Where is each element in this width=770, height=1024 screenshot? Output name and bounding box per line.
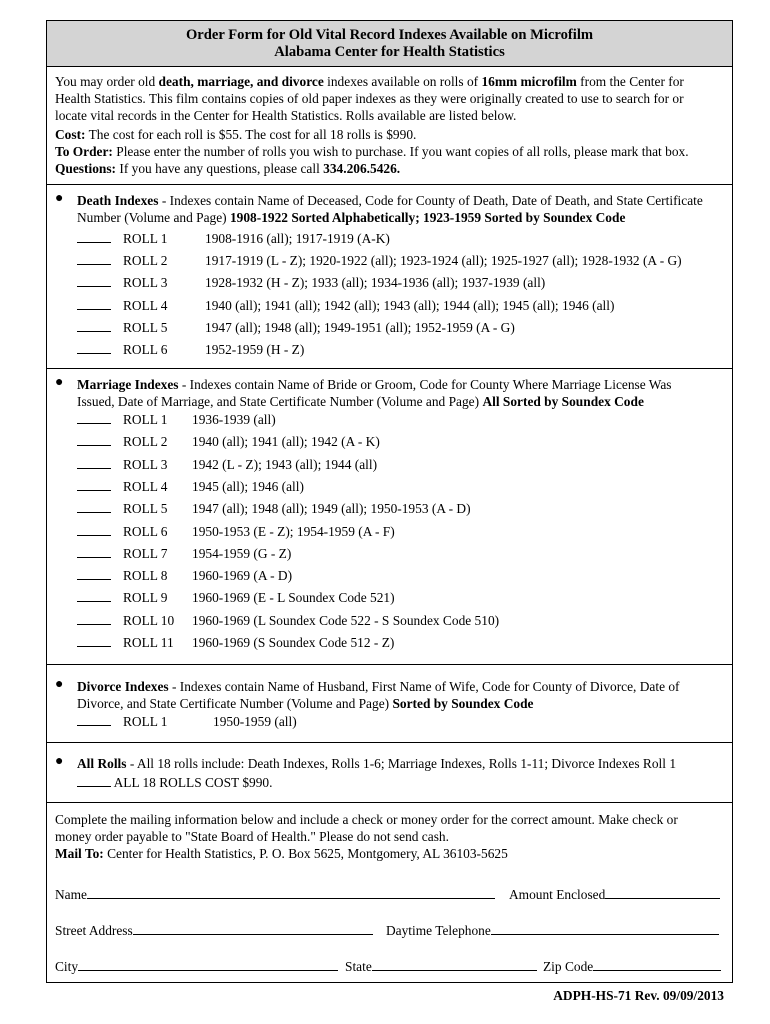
marriage-roll-row (77, 500, 471, 517)
marriage-section-divider (47, 368, 732, 369)
mail-line-2: money order payable to "State Board of Health." Please do not send cash. (55, 829, 449, 844)
roll-desc: 1947 (all); 1948 (all); 1949 (all); 1950-1953 (A - D) (192, 501, 471, 517)
city-field[interactable]: City (55, 958, 338, 975)
roll-desc: 1917-1919 (L - Z); 1920-1922 (all); 1923-1924 (all); 1925-1927 (all); 1928-1932 (A - G) (205, 253, 682, 269)
roll-desc: 1952-1959 (H - Z) (205, 342, 305, 357)
roll-label: ROLL 4 (123, 478, 168, 494)
form-title: Order Form for Old Vital Record Indexes Available on Microfilm (185, 27, 594, 43)
roll-label: ROLL 1 (123, 412, 168, 427)
state-line[interactable] (372, 958, 537, 971)
death-section-divider (47, 184, 732, 185)
roll-quantity-blank[interactable] (77, 545, 111, 558)
roll-desc: 1954-1959 (G - Z) (192, 545, 292, 561)
divorce-section-divider (47, 664, 732, 665)
mail-to-line: Mail To: Center for Health Statistics, P. O. Box 5625, Montgomery, AL 36103-5625 (55, 846, 508, 861)
roll-desc: 1940 (all); 1941 (all); 1942 (A - K) (192, 434, 380, 450)
roll-desc: 1940 (all); 1941 (all); 1942 (all); 1943 (all); 1944 (all); 1945 (all); 1946 (all) (205, 297, 615, 313)
roll-label: ROLL 2 (123, 253, 168, 269)
name-field[interactable]: Name (55, 886, 495, 903)
all-section-divider (47, 742, 732, 743)
death-roll-row (77, 297, 615, 314)
death-roll-row (77, 274, 546, 291)
zip-field[interactable]: Zip Code (543, 958, 721, 975)
all-rolls-desc: All Rolls - All 18 rolls include: Death Indexes, Rolls 1-6; Marriage Indexes, Rolls 1-11; Divorce Indexes Roll 1 (77, 756, 677, 771)
divorce-roll-row (77, 713, 297, 730)
marriage-roll-row (77, 567, 293, 584)
roll-desc: 1945 (all); 1946 (all) (192, 478, 304, 494)
amount-line[interactable] (605, 886, 720, 899)
roll-label: ROLL 5 (123, 501, 168, 517)
all-rolls-blank[interactable] (77, 774, 111, 787)
death-roll-row (77, 252, 682, 269)
roll-quantity-blank[interactable] (77, 500, 111, 513)
state-field[interactable]: State (345, 958, 537, 975)
roll-quantity-blank[interactable] (77, 456, 111, 469)
marriage-roll-row (77, 478, 304, 495)
roll-desc: 1960-1969 (A - D) (192, 568, 293, 584)
divorce-desc-2: Divorce, and State Certificate Number (Volume and Page) Sorted by Soundex Code (77, 696, 534, 711)
marriage-roll-row (77, 523, 395, 540)
roll-quantity-blank[interactable] (77, 230, 111, 243)
roll-label: ROLL 5 (123, 319, 168, 335)
marriage-roll-row (77, 433, 380, 450)
intro-line-3: locate vital records in the Center for Health Statistics. Rolls available are listed below. (55, 108, 517, 123)
street-field[interactable]: Street Address (55, 922, 373, 939)
roll-quantity-blank[interactable] (77, 567, 111, 580)
bullet-icon: ● (55, 375, 64, 390)
roll-label: ROLL 6 (123, 342, 168, 357)
roll-desc: 1960-1969 (L Soundex Code 522 - S Soundex Code 510) (192, 612, 500, 628)
order-line: To Order: Please enter the number of rolls you wish to purchase. If you want copies of all rolls, please mark that box. (55, 144, 689, 159)
roll-label: ROLL 10 (123, 612, 175, 628)
name-line[interactable] (87, 886, 495, 899)
form-id: ADPH-HS-71 Rev. 09/09/2013 (553, 988, 724, 1003)
mail-line-1: Complete the mailing information below and include a check or money order for the correct amount. Make check or (55, 812, 678, 827)
phone-field[interactable]: Daytime Telephone (386, 922, 719, 939)
death-roll-row (77, 341, 305, 358)
marriage-roll-row (77, 545, 292, 562)
roll-desc: 1936-1939 (all) (192, 412, 276, 427)
roll-label: ROLL 9 (123, 590, 168, 606)
roll-quantity-blank[interactable] (77, 713, 111, 726)
marriage-roll-row (77, 411, 276, 428)
death-roll-row (77, 230, 390, 247)
roll-desc: 1960-1969 (S Soundex Code 512 - Z) (192, 635, 395, 650)
roll-label: ROLL 1 (123, 714, 168, 729)
roll-quantity-blank[interactable] (77, 274, 111, 287)
roll-label: ROLL 3 (123, 275, 168, 291)
bullet-icon: ● (55, 677, 64, 692)
amount-field[interactable]: Amount Enclosed (509, 886, 720, 903)
roll-quantity-blank[interactable] (77, 319, 111, 332)
roll-label: ROLL 3 (123, 456, 168, 472)
mail-section-divider (47, 802, 732, 803)
roll-quantity-blank[interactable] (77, 523, 111, 536)
roll-quantity-blank[interactable] (77, 634, 111, 647)
roll-desc: 1960-1969 (E - L Soundex Code 521) (192, 590, 395, 606)
roll-label: ROLL 6 (123, 523, 168, 539)
marriage-roll-row (77, 634, 395, 651)
marriage-roll-row (77, 456, 378, 473)
roll-desc: 1928-1932 (H - Z); 1933 (all); 1934-1936 (all); 1937-1939 (all) (205, 275, 546, 291)
roll-desc: 1947 (all); 1948 (all); 1949-1951 (all); 1952-1959 (A - G) (205, 319, 515, 335)
roll-quantity-blank[interactable] (77, 433, 111, 446)
form-subtitle: Alabama Center for Health Statistics (274, 44, 505, 60)
all-rolls-cost: ALL 18 ROLLS COST $990. (113, 775, 273, 790)
all-rolls-row (77, 774, 272, 791)
roll-desc: 1942 (L - Z); 1943 (all); 1944 (all) (192, 456, 378, 472)
roll-desc: 1950-1953 (E - Z); 1954-1959 (A - F) (192, 523, 395, 539)
bullet-icon: ● (55, 754, 64, 769)
intro-line-2: Health Statistics. This film contains copies of old paper indexes as they were originally created to use to search for or (55, 91, 684, 106)
roll-desc: 1950-1959 (all) (213, 714, 297, 729)
order-form (46, 20, 733, 983)
roll-quantity-blank[interactable] (77, 478, 111, 491)
cost-line: Cost: The cost for each roll is $55. The cost for all 18 rolls is $990. (55, 127, 417, 142)
form-header (47, 21, 732, 67)
roll-label: ROLL 7 (123, 545, 168, 561)
zip-line[interactable] (593, 958, 721, 971)
roll-label: ROLL 11 (123, 635, 174, 650)
roll-label: ROLL 2 (123, 434, 168, 450)
city-line[interactable] (78, 958, 338, 971)
roll-quantity-blank[interactable] (77, 612, 111, 625)
death-desc-1: Death Indexes - Indexes contain Name of Deceased, Code for County of Death, Date of Death, and State Certificate (77, 193, 703, 208)
phone-line[interactable] (491, 922, 719, 935)
marriage-roll-row (77, 589, 395, 606)
roll-desc: 1908-1916 (all); 1917-1919 (A-K) (205, 231, 390, 246)
marriage-roll-row (77, 612, 500, 629)
street-line[interactable] (133, 922, 373, 935)
intro-line-1: You may order old death, marriage, and divorce indexes available on rolls of 16mm microfilm from the Center for (55, 74, 684, 89)
roll-label: ROLL 8 (123, 568, 168, 584)
roll-quantity-blank[interactable] (77, 341, 111, 354)
roll-quantity-blank[interactable] (77, 252, 111, 265)
bullet-icon: ● (55, 191, 64, 206)
roll-quantity-blank[interactable] (77, 411, 111, 424)
death-roll-row (77, 319, 515, 336)
roll-label: ROLL 1 (123, 231, 168, 246)
questions-line: Questions: If you have any questions, please call 334.206.5426. (55, 161, 401, 176)
roll-label: ROLL 4 (123, 297, 168, 313)
roll-quantity-blank[interactable] (77, 297, 111, 310)
marriage-desc-1: Marriage Indexes - Indexes contain Name of Bride or Groom, Code for County Where Marriage License Was (77, 377, 672, 392)
divorce-desc-1: Divorce Indexes - Indexes contain Name of Husband, First Name of Wife, Code for County of Divorce, Date of (77, 679, 680, 694)
marriage-desc-2: Issued, Date of Marriage, and State Certificate Number (Volume and Page) All Sorted by Soundex Code (77, 394, 644, 409)
roll-quantity-blank[interactable] (77, 589, 111, 602)
death-desc-2: Number (Volume and Page) 1908-1922 Sorted Alphabetically; 1923-1959 Sorted by Soundex Code (77, 210, 626, 225)
